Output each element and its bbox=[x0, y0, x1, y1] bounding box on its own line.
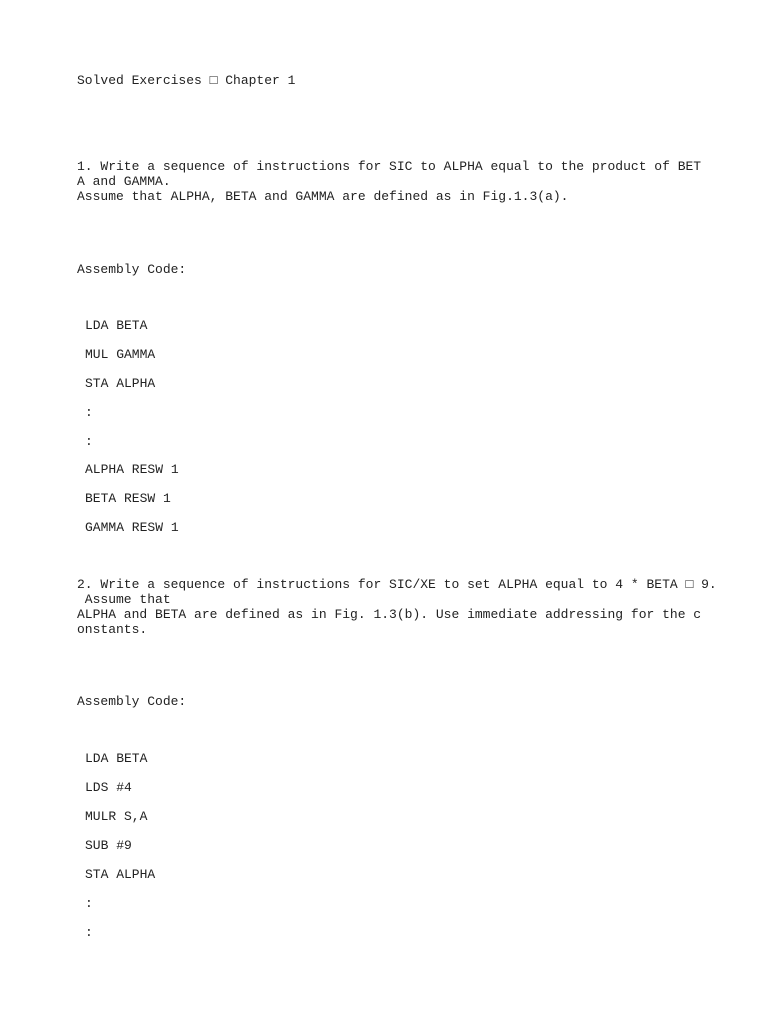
code-line: ALPHA RESW 1 bbox=[85, 462, 179, 477]
code-line: GAMMA RESW 1 bbox=[85, 520, 179, 535]
code-line: LDA BETA bbox=[85, 751, 148, 766]
code-line: BETA RESW 1 bbox=[85, 491, 171, 506]
document-title: Solved Exercises □ Chapter 1 bbox=[77, 73, 296, 88]
question-1-line-2: A and GAMMA. bbox=[77, 174, 171, 189]
question-1-line-3: Assume that ALPHA, BETA and GAMMA are defined as in Fig.1.3(a). bbox=[77, 189, 569, 204]
code-line: MULR S,A bbox=[85, 809, 148, 824]
code-line: LDS #4 bbox=[85, 780, 132, 795]
question-2-line-3: ALPHA and BETA are defined as in Fig. 1.3(b). Use immediate addressing for the c bbox=[77, 607, 702, 622]
code-line: MUL GAMMA bbox=[85, 347, 156, 362]
question-2-line-1: 2. Write a sequence of instructions for SIC/XE to set ALPHA equal to 4 * BETA □ 9. bbox=[77, 577, 717, 592]
question-2-line-2: Assume that bbox=[77, 592, 171, 607]
assembly-code-label-1: Assembly Code: bbox=[77, 262, 187, 277]
code-line: STA ALPHA bbox=[85, 867, 156, 882]
code-line: SUB #9 bbox=[85, 838, 132, 853]
code-line: LDA BETA bbox=[85, 318, 148, 333]
code-line: : bbox=[85, 925, 93, 940]
question-1-line-1: 1. Write a sequence of instructions for SIC to ALPHA equal to the product of BET bbox=[77, 159, 702, 174]
code-line: : bbox=[85, 896, 93, 911]
question-2-line-4: onstants. bbox=[77, 622, 148, 637]
code-line: : bbox=[85, 434, 93, 449]
assembly-code-label-2: Assembly Code: bbox=[77, 694, 187, 709]
code-line: STA ALPHA bbox=[85, 376, 156, 391]
code-line: : bbox=[85, 405, 93, 420]
